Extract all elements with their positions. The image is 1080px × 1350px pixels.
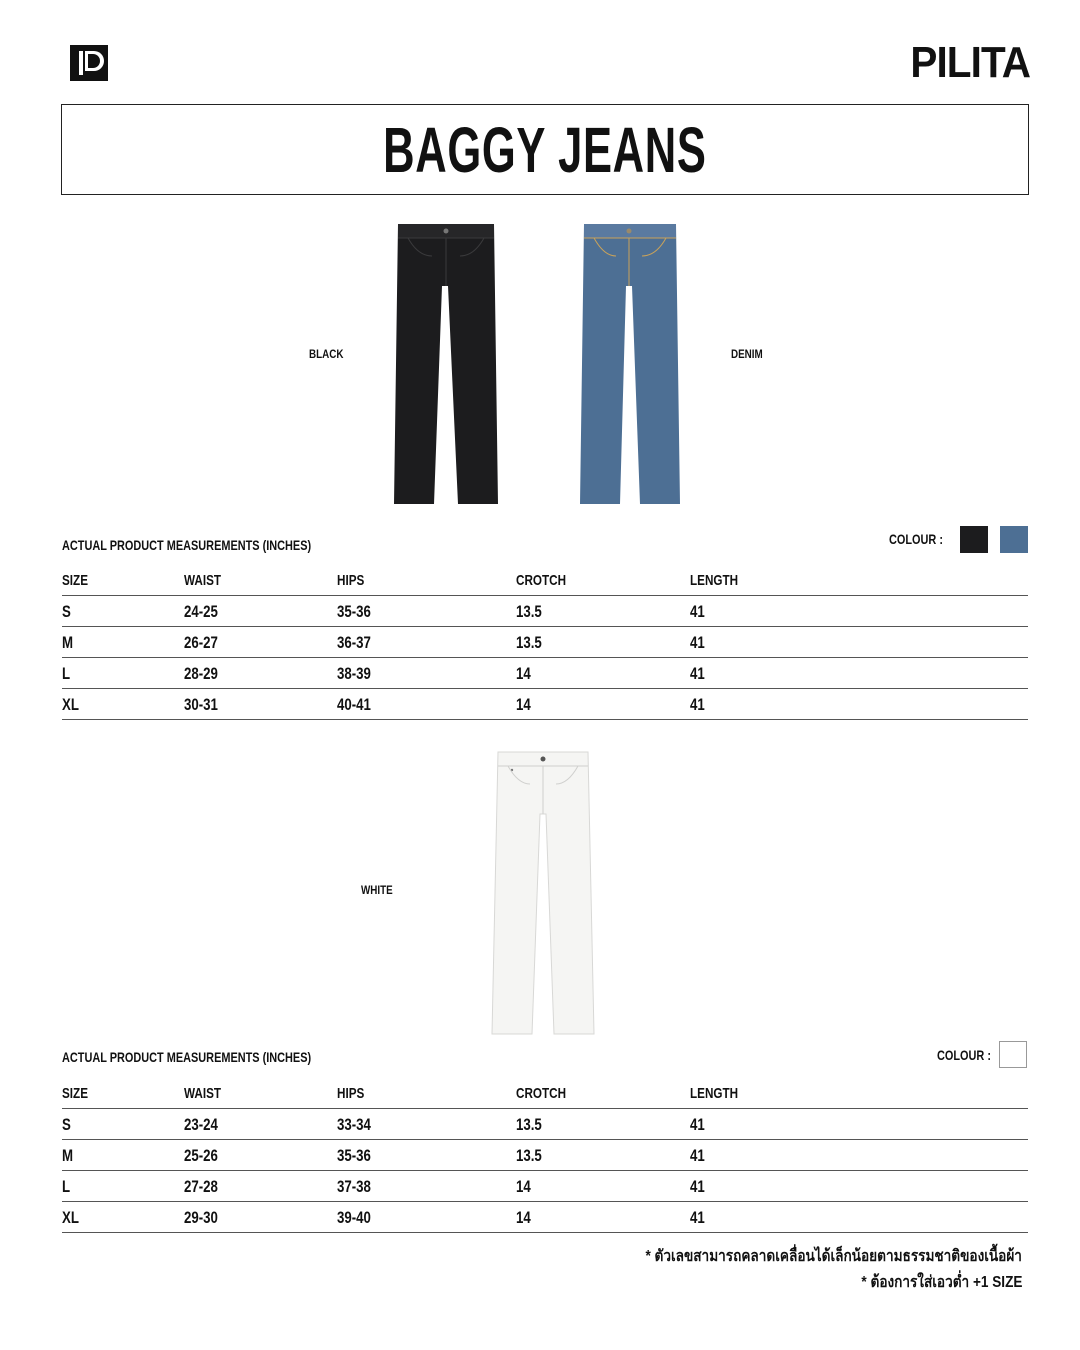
cell-crotch: 13.5 — [516, 1115, 542, 1134]
black-jeans-image — [390, 222, 502, 508]
cell-hips: 33-34 — [337, 1115, 371, 1134]
cell-size: XL — [62, 1208, 79, 1227]
product-label-white: WHITE — [361, 883, 393, 897]
cell-crotch: 13.5 — [516, 602, 542, 621]
cell-waist: 30-31 — [184, 695, 218, 714]
cell-size: XL — [62, 695, 79, 714]
cell-crotch: 14 — [516, 1177, 531, 1196]
brand-name: PILITA — [910, 38, 1030, 87]
cell-size: M — [62, 1146, 74, 1165]
table-row — [62, 658, 1028, 689]
cell-crotch: 13.5 — [516, 633, 542, 652]
header-waist: WAIST — [184, 572, 222, 589]
header-size: SIZE — [62, 1085, 89, 1102]
colour-label: COLOUR : — [889, 531, 943, 547]
cell-length: 41 — [690, 633, 705, 652]
cell-size: L — [62, 664, 71, 683]
product-label-denim: DENIM — [731, 347, 763, 361]
header-crotch: CROTCH — [516, 572, 567, 589]
cell-waist: 25-26 — [184, 1146, 218, 1165]
cell-hips: 36-37 — [337, 633, 371, 652]
header-crotch: CROTCH — [516, 1085, 567, 1102]
swatch-denim[interactable] — [1000, 526, 1028, 553]
cell-crotch: 14 — [516, 695, 531, 714]
page-title: BAGGY JEANS — [383, 113, 707, 186]
cell-size: S — [62, 1115, 71, 1134]
swatch-black[interactable] — [960, 526, 988, 553]
table-row — [62, 627, 1028, 658]
measurements-title: ACTUAL PRODUCT MEASUREMENTS (INCHES) — [62, 537, 312, 553]
product-label-black: BLACK — [309, 347, 344, 361]
header-size: SIZE — [62, 572, 89, 589]
cell-length: 41 — [690, 1208, 705, 1227]
cell-size: L — [62, 1177, 71, 1196]
table-row — [62, 596, 1028, 627]
cell-hips: 38-39 — [337, 664, 371, 683]
table-row — [62, 1109, 1028, 1140]
size-table-2 — [62, 1080, 1028, 1233]
table-row — [62, 689, 1028, 720]
cell-length: 41 — [690, 695, 705, 714]
cell-hips: 37-38 — [337, 1177, 371, 1196]
cell-crotch: 14 — [516, 1208, 531, 1227]
cell-length: 41 — [690, 1146, 705, 1165]
cell-size: S — [62, 602, 71, 621]
cell-length: 41 — [690, 664, 705, 683]
table-row — [62, 1202, 1028, 1233]
header-length: LENGTH — [690, 572, 739, 589]
header-waist: WAIST — [184, 1085, 222, 1102]
title-box — [61, 104, 1029, 195]
colour-label: COLOUR : — [937, 1047, 991, 1063]
cell-waist: 24-25 — [184, 602, 218, 621]
measurements-title: ACTUAL PRODUCT MEASUREMENTS (INCHES) — [62, 1049, 312, 1065]
cell-length: 41 — [690, 1177, 705, 1196]
header-hips: HIPS — [337, 1085, 365, 1102]
cell-size: M — [62, 633, 74, 652]
header-length: LENGTH — [690, 1085, 739, 1102]
cell-length: 41 — [690, 1115, 705, 1134]
cell-waist: 23-24 — [184, 1115, 218, 1134]
note-low-waist: * ต้องการใส่เอวต่ำ +1 SIZE — [860, 1274, 1022, 1291]
cell-waist: 26-27 — [184, 633, 218, 652]
size-table-1 — [62, 567, 1028, 720]
cell-crotch: 13.5 — [516, 1146, 542, 1165]
cell-length: 41 — [690, 602, 705, 621]
cell-hips: 39-40 — [337, 1208, 371, 1227]
cell-waist: 29-30 — [184, 1208, 218, 1227]
swatch-white[interactable] — [999, 1041, 1027, 1068]
note-fabric-variance: * ตัวเลขสามารถคลาดเคลื่อนได้เล็กน้อยตามธรรมชาติของเนื้อผ้า — [645, 1248, 1022, 1265]
cell-waist: 27-28 — [184, 1177, 218, 1196]
table-row — [62, 1171, 1028, 1202]
p-logo-icon — [70, 45, 108, 81]
table-header — [62, 1080, 1028, 1109]
white-jeans-image — [488, 750, 598, 1038]
denim-jeans-image — [576, 222, 684, 508]
cell-hips: 35-36 — [337, 602, 371, 621]
cell-crotch: 14 — [516, 664, 531, 683]
cell-hips: 40-41 — [337, 695, 371, 714]
table-row — [62, 1140, 1028, 1171]
cell-waist: 28-29 — [184, 664, 218, 683]
table-header — [62, 567, 1028, 596]
header-hips: HIPS — [337, 572, 365, 589]
cell-hips: 35-36 — [337, 1146, 371, 1165]
